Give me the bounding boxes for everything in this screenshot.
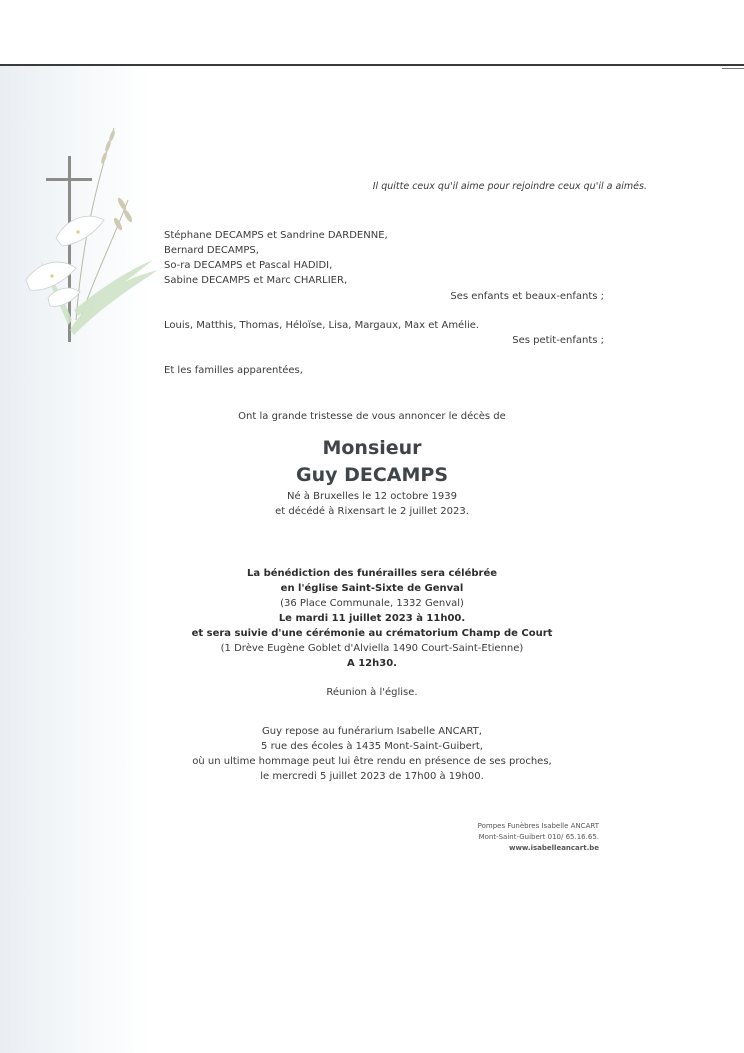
children-line: So-ra DECAMPS et Pascal HADIDI, xyxy=(164,260,333,271)
children-line: Stéphane DECAMPS et Sandrine DARDENNE, xyxy=(164,230,388,241)
ceremony-church-address: (36 Place Communale, 1332 Genval) xyxy=(280,598,464,609)
children-line: Bernard DECAMPS, xyxy=(164,245,259,256)
cross-lily-decoration-icon xyxy=(18,120,168,360)
visitation-line: où un ultime hommage peut lui être rendu en présence de ses proches, xyxy=(192,756,552,767)
top-rule xyxy=(0,64,744,66)
top-rule-tail xyxy=(722,68,744,69)
children-line: Sabine DECAMPS et Marc CHARLIER, xyxy=(164,275,348,286)
ceremony-crematorium: et sera suivie d'une cérémonie au crématorium Champ de Court xyxy=(191,628,553,639)
grandchildren-line: Louis, Matthis, Thomas, Héloïse, Lisa, Margaux, Max et Amélie. xyxy=(164,320,480,331)
death-line: et décédé à Rixensart le 2 juillet 2023. xyxy=(275,506,469,517)
crematorium-time: A 12h30. xyxy=(347,658,397,669)
ceremony-line: La bénédiction des funérailles sera célébrée xyxy=(246,568,498,579)
quote: Il quitte ceux qu'il aime pour rejoindre ceux qu'il a aimés. xyxy=(372,181,647,192)
grandchildren-label: Ses petit-enfants ; xyxy=(512,335,604,346)
funeral-home-address: Mont-Saint-Guibert 010/ 65.16.65. xyxy=(478,833,599,841)
deceased-name: Guy DECAMPS xyxy=(295,464,449,486)
deceased-title: Monsieur xyxy=(322,437,422,459)
visitation-line: le mercredi 5 juillet 2023 de 17h00 à 19h00. xyxy=(260,771,484,782)
funeral-home-website[interactable]: www.isabelleancart.be xyxy=(508,844,599,852)
crematorium-address: (1 Drève Eugène Goblet d'Alviella 1490 Court-Saint-Etienne) xyxy=(220,643,524,654)
families-line: Et les familles apparentées, xyxy=(164,365,303,376)
visitation-line: 5 rue des écoles à 1435 Mont-Saint-Guibert, xyxy=(261,741,483,752)
announcement: Ont la grande tristesse de vous annoncer le décès de xyxy=(238,411,506,422)
ceremony-date: Le mardi 11 juillet 2023 à 11h00. xyxy=(278,613,466,624)
reunion-line: Réunion à l'église. xyxy=(326,687,418,698)
funeral-home-name: Pompes Funèbres Isabelle ANCART xyxy=(477,822,599,830)
ceremony-church: en l'église Saint-Sixte de Genval xyxy=(280,583,464,594)
visitation-line: Guy repose au funérarium Isabelle ANCART, xyxy=(262,726,482,737)
children-label: Ses enfants et beaux-enfants ; xyxy=(450,291,604,302)
birth-line: Né à Bruxelles le 12 octobre 1939 xyxy=(287,491,457,502)
